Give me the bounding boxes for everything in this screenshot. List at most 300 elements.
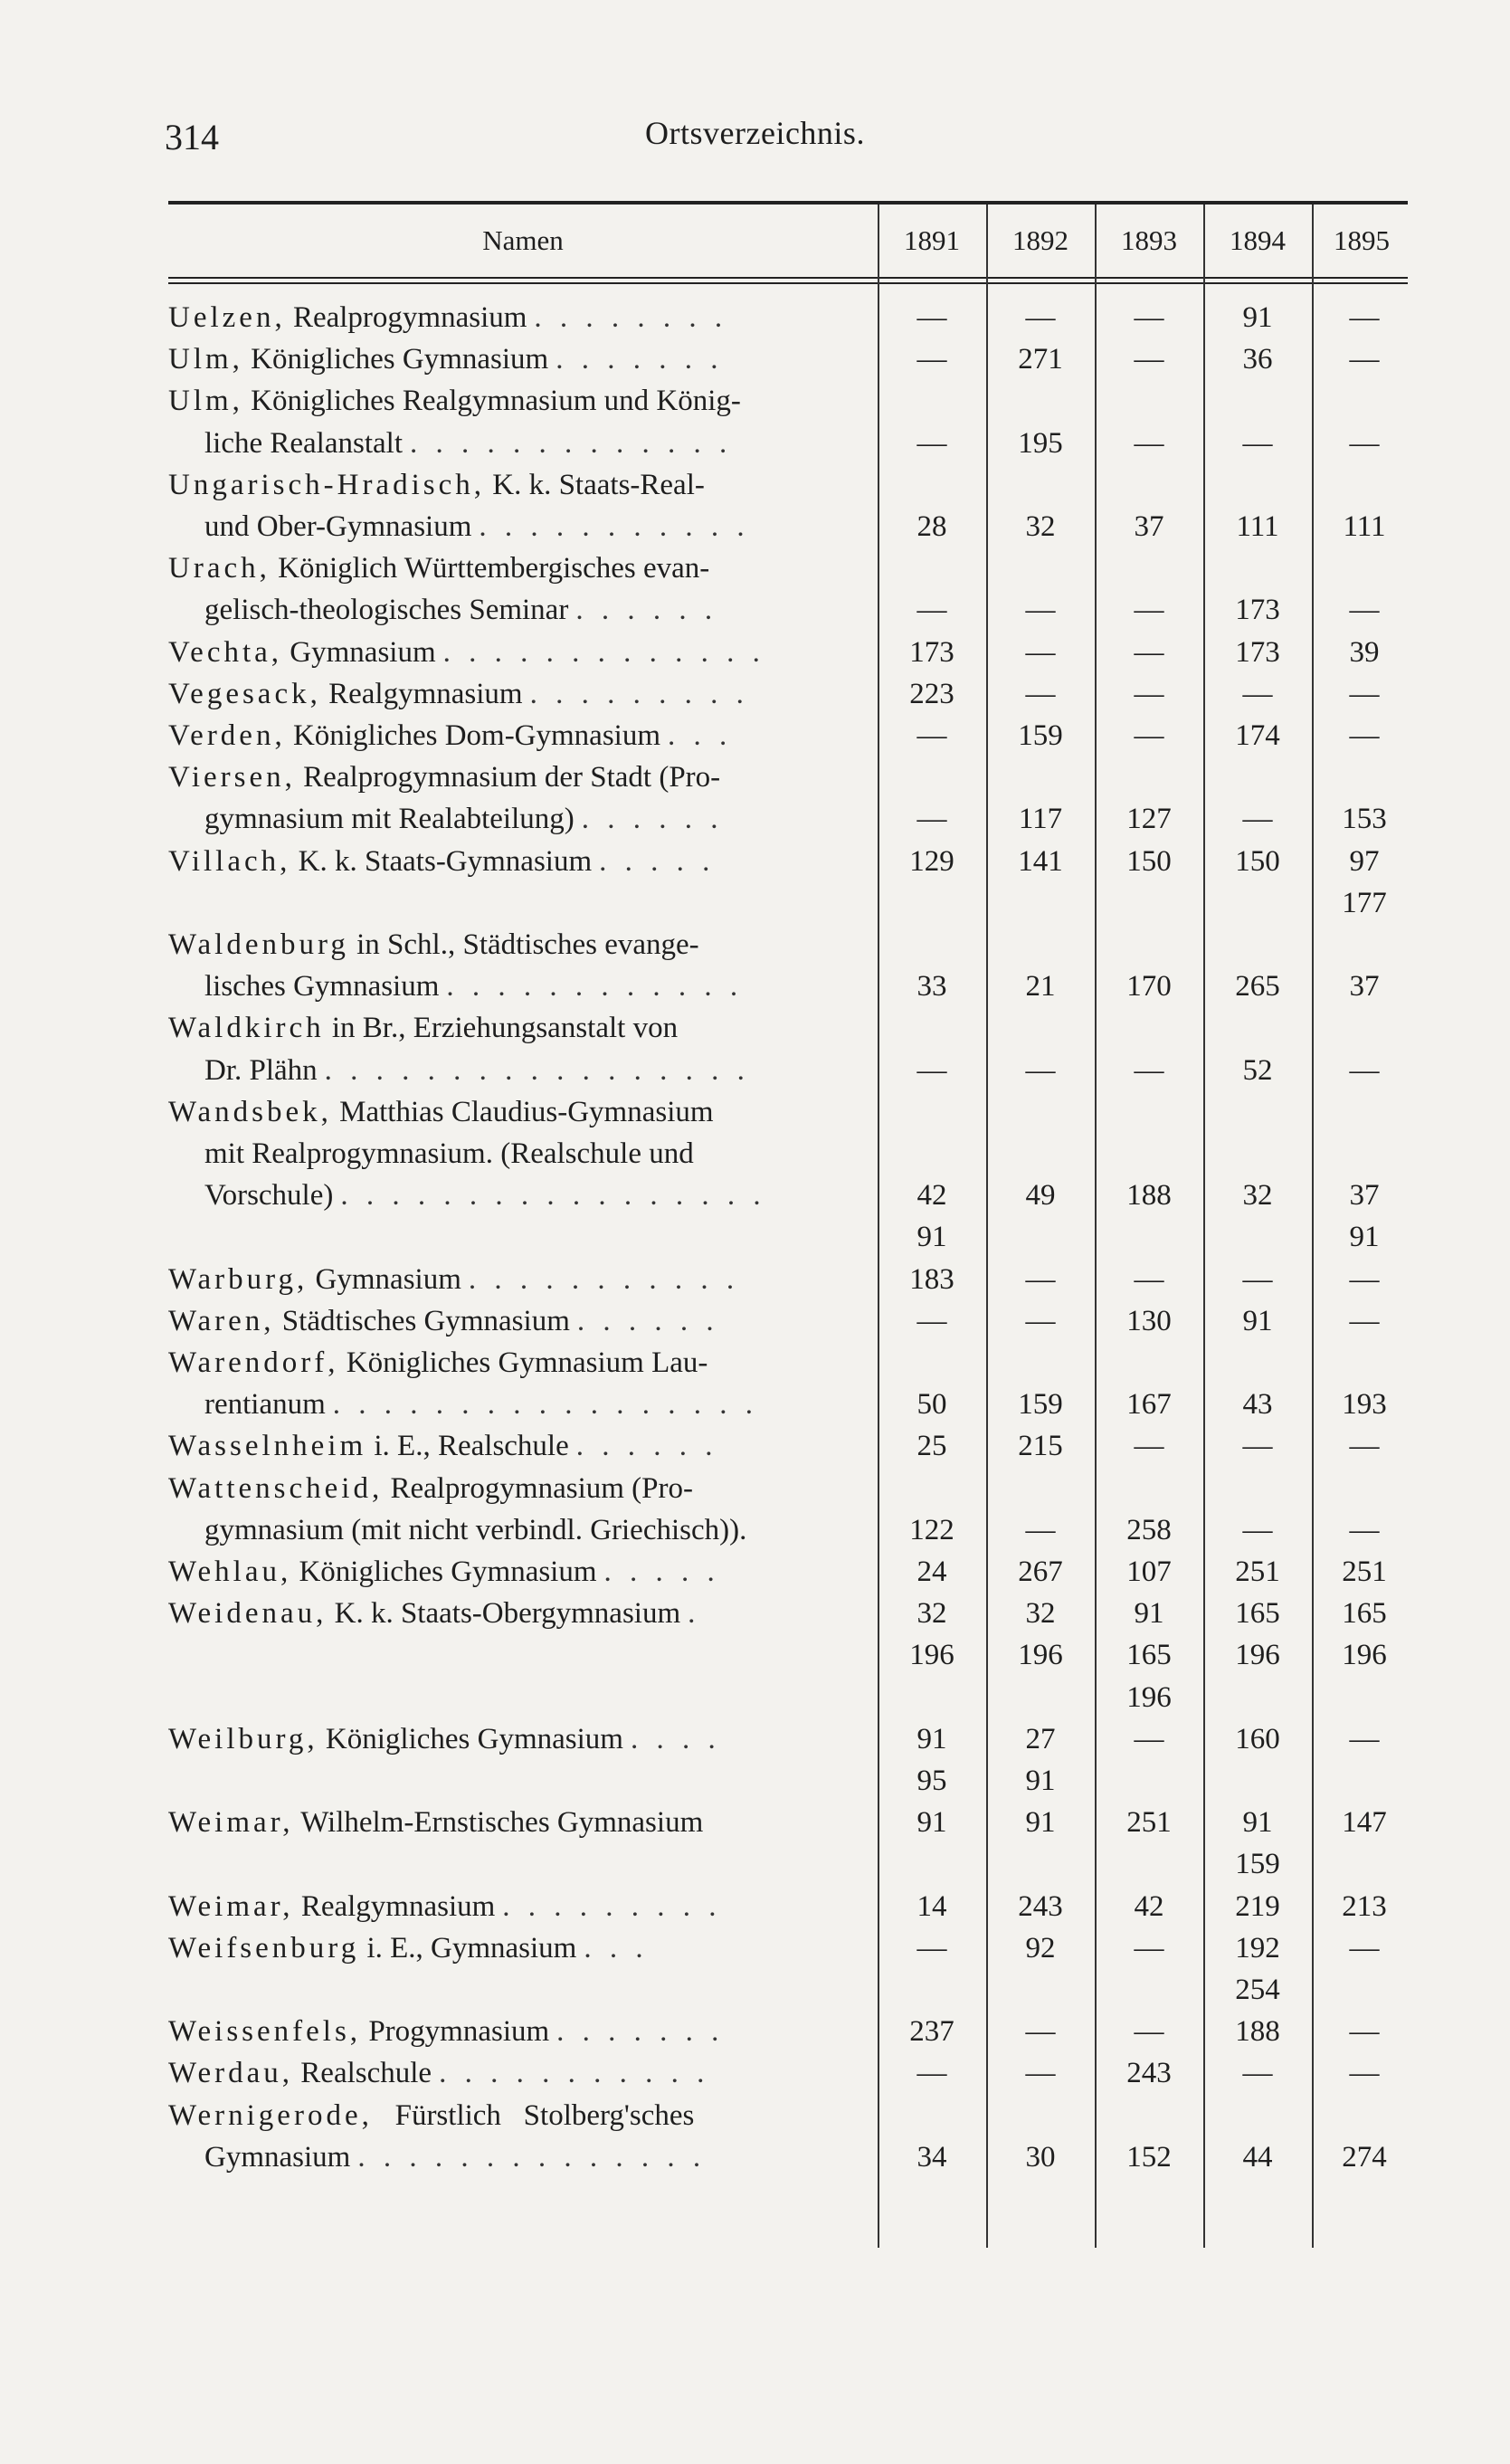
year-value: 195 xyxy=(1018,426,1063,460)
year-value: — xyxy=(1349,426,1380,460)
year-value: 265 xyxy=(1235,970,1280,1004)
table-row xyxy=(168,673,1507,715)
year-value: 267 xyxy=(1018,1555,1063,1588)
year-value: 159 xyxy=(1235,1848,1280,1881)
header-1895: 1895 xyxy=(1334,224,1390,256)
year-value: 213 xyxy=(1342,1889,1387,1923)
year-value: — xyxy=(916,594,947,627)
table-row xyxy=(168,464,1507,506)
leader-dots: . . . . . . . . . . . . . . . . . xyxy=(324,1053,750,1087)
year-value: — xyxy=(1242,1430,1273,1463)
header-1894: 1894 xyxy=(1230,224,1286,256)
table-row xyxy=(168,756,1507,798)
entry-name xyxy=(168,2011,856,2052)
place-name: Wandsbek, xyxy=(168,1095,332,1128)
year-value: 36 xyxy=(1242,343,1273,376)
entry-name xyxy=(168,423,892,464)
header-1891: 1891 xyxy=(904,224,960,256)
year-value: — xyxy=(1242,803,1273,836)
place-name: Weifsenburg xyxy=(168,1931,360,1965)
table-row xyxy=(168,1593,1507,1634)
year-value: 27 xyxy=(1025,1722,1056,1755)
table-row xyxy=(168,1969,1507,2011)
institution-text: K. k. Staats-Real- xyxy=(485,468,705,501)
year-value: 91 xyxy=(916,1806,947,1840)
year-value: 129 xyxy=(909,844,954,878)
year-value: — xyxy=(1025,594,1056,627)
year-value: 21 xyxy=(1025,970,1056,1004)
year-value: 33 xyxy=(916,970,947,1004)
year-value: 243 xyxy=(1018,1889,1063,1923)
entry-name xyxy=(168,2052,856,2094)
table-row xyxy=(168,1425,1507,1467)
institution-text: Realschule xyxy=(293,2057,432,2090)
institution-text: Königliches Dom-Gymnasium xyxy=(285,719,661,752)
year-value: — xyxy=(1025,2057,1056,2090)
institution-text: K. k. Staats-Obergymnasium xyxy=(327,1597,681,1631)
year-value: 91 xyxy=(1134,1597,1164,1631)
year-value: — xyxy=(1349,594,1380,627)
year-value: 159 xyxy=(1018,719,1063,752)
year-value: — xyxy=(1349,301,1380,334)
table-row xyxy=(168,1384,1507,1425)
year-value: — xyxy=(1134,426,1164,460)
place-name: Wernigerode, xyxy=(168,2098,373,2132)
leader-dots: . . . . . . xyxy=(576,1304,719,1337)
year-value: 147 xyxy=(1342,1806,1387,1840)
year-value: — xyxy=(1349,1053,1380,1087)
table-row xyxy=(168,2011,1507,2052)
entry-name xyxy=(168,1425,856,1467)
leader-dots: . . . . . . . . xyxy=(534,301,728,334)
year-value: 160 xyxy=(1235,1722,1280,1755)
year-value: 111 xyxy=(1343,510,1386,543)
institution-text: gymnasium (mit nicht verbindl. Griechisch)). xyxy=(204,1513,747,1546)
place-name: Villach, xyxy=(168,844,291,878)
entry-name xyxy=(168,1718,856,1760)
entry-name xyxy=(168,841,856,882)
institution-text: Realprogymnasium der Stadt (Pro- xyxy=(295,761,721,794)
year-value: — xyxy=(1349,1513,1380,1546)
entry-name xyxy=(168,506,892,547)
year-value: 37 xyxy=(1349,1179,1380,1213)
table-row xyxy=(168,2052,1507,2094)
entry-name xyxy=(168,673,856,715)
year-value: 91 xyxy=(916,1722,947,1755)
entry-name xyxy=(168,966,892,1007)
year-value: 251 xyxy=(1342,1555,1387,1588)
year-value: — xyxy=(1134,2015,1164,2049)
year-value: — xyxy=(1134,1262,1164,1296)
institution-text: Gymnasium xyxy=(308,1262,461,1296)
entry-name xyxy=(168,1342,856,1384)
entry-name xyxy=(168,380,856,422)
table-row xyxy=(168,1634,1507,1676)
year-value: 32 xyxy=(916,1597,947,1631)
leader-dots: . . . . . . . . . . . . . xyxy=(442,635,765,669)
year-value: 91 xyxy=(1242,1806,1273,1840)
year-value: — xyxy=(1025,1304,1056,1337)
institution-text: Königlich Württembergisches evan- xyxy=(270,552,710,585)
leader-dots: . . . . . . . . . xyxy=(529,677,749,710)
year-value: — xyxy=(916,2057,947,2090)
year-value: 25 xyxy=(916,1430,947,1463)
year-value: — xyxy=(916,426,947,460)
year-value: 117 xyxy=(1018,803,1063,836)
table-row xyxy=(168,589,1507,631)
year-value: — xyxy=(916,1053,947,1087)
year-value: 91 xyxy=(1025,1765,1056,1797)
table-row xyxy=(168,1509,1507,1551)
year-value: 91 xyxy=(1025,1806,1056,1840)
year-value: 37 xyxy=(1349,970,1380,1004)
table-row xyxy=(168,924,1507,966)
year-value: 251 xyxy=(1126,1806,1172,1840)
year-value: 14 xyxy=(916,1889,947,1923)
year-value: 271 xyxy=(1018,343,1063,376)
year-value: 192 xyxy=(1235,1931,1280,1965)
year-value: 188 xyxy=(1126,1179,1172,1213)
institution-text: K. k. Staats-Gymnasium xyxy=(290,844,593,878)
year-value: 177 xyxy=(1342,886,1387,919)
year-value: 122 xyxy=(909,1513,954,1546)
place-name: Wehlau, xyxy=(168,1555,292,1588)
year-value: 32 xyxy=(1242,1179,1273,1213)
table-row xyxy=(168,1342,1507,1384)
table-row xyxy=(168,798,1507,840)
entry-name xyxy=(168,1509,892,1551)
institution-text: Realgymnasium xyxy=(320,677,523,710)
table-row xyxy=(168,882,1507,924)
place-name: Wattenscheid, xyxy=(168,1471,384,1505)
table-row xyxy=(168,297,1507,338)
year-value: 254 xyxy=(1235,1974,1280,2006)
year-value: 196 xyxy=(1235,1639,1280,1672)
year-value: — xyxy=(1025,677,1056,710)
entry-name xyxy=(168,547,856,589)
leader-dots: . . . . . . . xyxy=(556,2015,725,2049)
year-value: 127 xyxy=(1126,803,1172,836)
entry-name xyxy=(168,297,856,338)
year-value: 39 xyxy=(1349,635,1380,669)
place-name: Waren, xyxy=(168,1304,275,1337)
place-name: Warendorf, xyxy=(168,1346,339,1379)
institution-text: liche Realanstalt xyxy=(204,426,403,460)
leader-dots: . . . xyxy=(668,719,733,752)
entry-name xyxy=(168,1468,856,1509)
year-value: 28 xyxy=(916,510,947,543)
table-row xyxy=(168,423,1507,464)
year-value: 173 xyxy=(909,635,954,669)
entry-name xyxy=(168,798,892,840)
year-value: 141 xyxy=(1018,844,1063,878)
institution-text: i. E., Realschule xyxy=(366,1430,569,1463)
year-value: — xyxy=(1349,1430,1380,1463)
year-value: — xyxy=(1242,677,1273,710)
year-value: 34 xyxy=(916,2140,947,2174)
year-value: — xyxy=(1025,1513,1056,1546)
entry-name xyxy=(168,464,856,506)
year-value: 32 xyxy=(1025,510,1056,543)
year-value: — xyxy=(1134,1931,1164,1965)
year-value: — xyxy=(1242,1262,1273,1296)
institution-text: Matthias Claudius-Gymnasium xyxy=(331,1095,714,1128)
year-value: — xyxy=(1025,2015,1056,2049)
leader-dots: . . . xyxy=(584,1931,649,1965)
institution-text: in Br., Erziehungsanstalt von xyxy=(324,1012,679,1045)
table-row xyxy=(168,1300,1507,1342)
institution-text: Vorschule) xyxy=(204,1179,334,1213)
year-value: 37 xyxy=(1134,510,1164,543)
year-value: 167 xyxy=(1126,1388,1172,1422)
table-row xyxy=(168,2095,1507,2136)
leader-dots: . . . . . . . . . . . . xyxy=(446,970,744,1004)
year-value: 223 xyxy=(909,677,954,710)
table-row xyxy=(168,715,1507,756)
institution-text: Königliches Gymnasium Lau- xyxy=(338,1346,708,1379)
year-value: 153 xyxy=(1342,803,1387,836)
year-value: 95 xyxy=(916,1765,947,1797)
leader-dots: . . . . . . xyxy=(575,1430,718,1463)
leader-dots: . . . . . . . xyxy=(556,343,724,376)
leader-dots: . . . . . . . . . . . xyxy=(479,510,750,543)
leader-dots: . . . . xyxy=(630,1722,721,1755)
year-value: 91 xyxy=(1242,301,1273,334)
institution-text: Wilhelm-Ernstisches Gymnasium xyxy=(293,1806,704,1840)
entry-name xyxy=(168,1175,892,1216)
year-value: 43 xyxy=(1242,1388,1273,1422)
year-value: — xyxy=(1134,1430,1164,1463)
year-value: 215 xyxy=(1018,1430,1063,1463)
place-name: Weilburg, xyxy=(168,1722,318,1755)
year-value: 91 xyxy=(916,1221,947,1254)
institution-text: gymnasium mit Realabteilung) xyxy=(204,803,575,836)
table-row xyxy=(168,1886,1507,1927)
year-value: — xyxy=(1349,1931,1380,1965)
year-value: — xyxy=(1025,301,1056,334)
year-value: — xyxy=(1025,635,1056,669)
year-value: 174 xyxy=(1235,719,1280,752)
year-value: — xyxy=(1134,1722,1164,1755)
year-value: 193 xyxy=(1342,1388,1387,1422)
year-value: 91 xyxy=(1242,1304,1273,1337)
leader-dots: . xyxy=(688,1597,701,1631)
institution-text: Königliches Realgymnasium und König- xyxy=(242,385,741,418)
year-value: 196 xyxy=(1342,1639,1387,1672)
leader-dots: . . . . . . xyxy=(575,594,718,627)
year-value: 130 xyxy=(1126,1304,1172,1337)
year-value: 170 xyxy=(1126,970,1172,1004)
year-value: 24 xyxy=(916,1555,947,1588)
entry-name xyxy=(168,338,856,380)
year-value: 52 xyxy=(1242,1053,1273,1087)
year-value: 243 xyxy=(1126,2057,1172,2090)
institution-text: in Schl., Städtisches evange- xyxy=(348,928,699,961)
year-value: 219 xyxy=(1235,1889,1280,1923)
year-value: 150 xyxy=(1126,844,1172,878)
year-value: — xyxy=(1134,677,1164,710)
institution-text: lisches Gymnasium xyxy=(204,970,440,1004)
year-value: — xyxy=(1242,1513,1273,1546)
page-number: 314 xyxy=(165,117,219,157)
year-value: — xyxy=(1134,343,1164,376)
place-name: Vegesack, xyxy=(168,677,321,710)
entry-name xyxy=(168,2136,892,2178)
institution-text: Königliches Gymnasium xyxy=(291,1555,597,1588)
institution-text: mit Realprogymnasium. (Realschule und xyxy=(204,1137,694,1170)
year-value: 30 xyxy=(1025,2140,1056,2174)
year-value: 251 xyxy=(1235,1555,1280,1588)
year-value: 32 xyxy=(1025,1597,1056,1631)
institution-text: Städtisches Gymnasium xyxy=(274,1304,570,1337)
table-row xyxy=(168,1468,1507,1509)
year-value: 173 xyxy=(1235,594,1280,627)
entry-name xyxy=(168,1551,856,1593)
year-value: 92 xyxy=(1025,1931,1056,1965)
place-name: Ulm, xyxy=(168,343,243,376)
year-value: 159 xyxy=(1018,1388,1063,1422)
institution-text: Fürstlich Stolberg'sches xyxy=(372,2098,695,2132)
year-value: — xyxy=(1242,2057,1273,2090)
running-head: Ortsverzeichnis. xyxy=(645,115,865,151)
year-value: 196 xyxy=(1126,1680,1172,1714)
table-row xyxy=(168,1802,1507,1843)
year-value: 42 xyxy=(1134,1889,1164,1923)
year-value: 97 xyxy=(1349,844,1380,878)
table-row xyxy=(168,1760,1507,1802)
year-value: — xyxy=(1349,719,1380,752)
header-1892: 1892 xyxy=(1012,224,1068,256)
header-1893: 1893 xyxy=(1121,224,1177,256)
place-name: Ulm, xyxy=(168,385,243,418)
table-row xyxy=(168,841,1507,882)
year-value: — xyxy=(1134,301,1164,334)
table-row xyxy=(168,1050,1507,1091)
table-row xyxy=(168,338,1507,380)
year-value: 150 xyxy=(1235,844,1280,878)
header-namen: Namen xyxy=(482,224,564,256)
leader-dots: . . . . . . . . . xyxy=(502,1889,722,1923)
year-value: — xyxy=(1349,343,1380,376)
year-value: 196 xyxy=(1018,1639,1063,1672)
leader-dots: . . . . . . . . . . . . . xyxy=(410,426,733,460)
leader-dots: . . . . . . . . . . . xyxy=(468,1262,740,1296)
leader-dots: . . . . . . . . . . . . . . . . . xyxy=(332,1388,759,1422)
institution-text: Gymnasium xyxy=(282,635,436,669)
place-name: Weimar, xyxy=(168,1806,294,1840)
table-row xyxy=(168,1718,1507,1760)
place-name: Uelzen, xyxy=(168,301,286,334)
institution-text: Gymnasium xyxy=(204,2140,351,2174)
year-value: — xyxy=(1349,2015,1380,2049)
year-value: — xyxy=(1025,1262,1056,1296)
institution-text: gelisch-theologisches Seminar xyxy=(204,594,569,627)
leader-dots: . . . . . xyxy=(603,1555,720,1588)
table-row xyxy=(168,506,1507,547)
year-value: 237 xyxy=(909,2015,954,2049)
table-row xyxy=(168,1927,1507,1969)
year-value: — xyxy=(1349,2057,1380,2090)
year-value: — xyxy=(1134,1053,1164,1087)
year-value: 50 xyxy=(916,1388,947,1422)
year-value: — xyxy=(1134,719,1164,752)
year-value: 183 xyxy=(909,1262,954,1296)
table-row xyxy=(168,632,1507,673)
place-name: Weidenau, xyxy=(168,1597,328,1631)
institution-text: und Ober-Gymnasium xyxy=(204,510,472,543)
year-value: — xyxy=(1134,594,1164,627)
entry-name xyxy=(168,1133,892,1175)
year-value: — xyxy=(1349,1262,1380,1296)
table-row xyxy=(168,1007,1507,1049)
year-value: — xyxy=(916,719,947,752)
year-value: — xyxy=(1025,1053,1056,1087)
table-row xyxy=(168,380,1507,422)
year-value: 188 xyxy=(1235,2015,1280,2049)
table-row xyxy=(168,1843,1507,1885)
year-value: — xyxy=(916,343,947,376)
table-row xyxy=(168,1216,1507,1258)
leader-dots: . . . . . . . . . . . . . . xyxy=(357,2140,707,2174)
place-name: Vechta, xyxy=(168,635,283,669)
place-name: Weimar, xyxy=(168,1889,294,1923)
leader-dots: . . . . . xyxy=(599,844,716,878)
year-value: 111 xyxy=(1236,510,1279,543)
year-value: — xyxy=(1349,1722,1380,1755)
year-value: 152 xyxy=(1126,2140,1172,2174)
entry-name xyxy=(168,1050,892,1091)
table-row xyxy=(168,1133,1507,1175)
entry-name xyxy=(168,715,856,756)
table-row xyxy=(168,1091,1507,1133)
entry-name xyxy=(168,924,856,966)
entry-name xyxy=(168,1300,856,1342)
table-row xyxy=(168,1259,1507,1300)
entry-name xyxy=(168,1091,856,1133)
year-value: 165 xyxy=(1126,1639,1172,1672)
year-value: — xyxy=(1349,677,1380,710)
institution-text: i. E., Gymnasium xyxy=(359,1931,577,1965)
place-name: Viersen, xyxy=(168,761,296,794)
year-value: — xyxy=(916,803,947,836)
table-row xyxy=(168,1551,1507,1593)
place-name: Ungarisch-Hradisch, xyxy=(168,468,485,501)
entry-name xyxy=(168,1259,856,1300)
leader-dots: . . . . . . . . . . . . . . . . . xyxy=(340,1179,766,1213)
table-row xyxy=(168,966,1507,1007)
institution-text: Realgymnasium xyxy=(293,1889,496,1923)
year-value: 107 xyxy=(1126,1555,1172,1588)
entry-name xyxy=(168,1802,856,1843)
year-value: 274 xyxy=(1342,2140,1387,2174)
year-value: — xyxy=(916,301,947,334)
institution-text: Königliches Gymnasium xyxy=(242,343,549,376)
year-value: — xyxy=(916,1304,947,1337)
institution-text: Königliches Gymnasium xyxy=(318,1722,623,1755)
place-name: Verden, xyxy=(168,719,286,752)
year-value: 258 xyxy=(1126,1513,1172,1546)
entry-name xyxy=(168,1886,856,1927)
place-name: Waldenburg xyxy=(168,928,349,961)
place-name: Warburg, xyxy=(168,1262,309,1296)
institution-text: Realprogymnasium (Pro- xyxy=(383,1471,693,1505)
table-row xyxy=(168,1677,1507,1718)
year-value: 44 xyxy=(1242,2140,1273,2174)
place-name: Werdau, xyxy=(168,2057,294,2090)
entry-name xyxy=(168,2095,856,2136)
institution-text: rentianum xyxy=(204,1388,326,1422)
entry-name xyxy=(168,756,856,798)
